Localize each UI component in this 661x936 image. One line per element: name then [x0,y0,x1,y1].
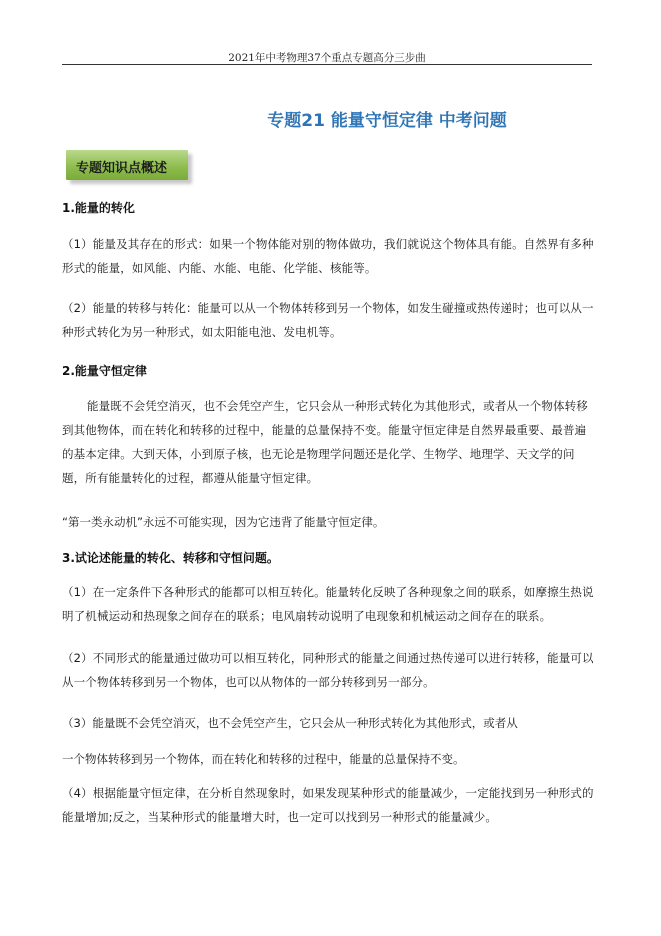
paragraph-3-4: 一个物体转移到另一个物体，而在转化和转移的过程中，能量的总量保持不变。 [62,752,465,766]
header-rule [62,64,592,65]
section-badge-label: 专题知识点概述 [76,161,168,176]
section-badge [66,150,188,180]
paragraph-3-3: （3）能量既不会凭空消灭，也不会凭空产生，它只会从一种形式转化为其他形式，或者从 [62,716,518,730]
paragraph-2-2: “第一类永动机”永远不可能实现，因为它违背了能量守恒定律。 [62,515,385,529]
section-heading-2: 2.能量守恒定律 [62,364,147,378]
paragraph-3-1: （1）在一定条件下各种形式的能都可以相互转化。能量转化反映了各种现象之间的联系，如摩擦生热说明了机械运动和热现象之间存在的联系；电风扇转动说明了电现象和机械运动之间存在的联系。 [62,585,594,623]
paragraph-2-1: 能量既不会凭空消灭，也不会凭空产生，它只会从一种形式转化为其他形式，或者从一个物体转移到其他物体，而在转化和转移的过程中，能量的总量保持不变。能量守恒定律是自然界最重要、最普遍的基本定律。大到天体，小到原子核，也无论是物理学问题还是化学、生物学、地理学、天文学的问题，所有能量转化的过程，都遵从能量守恒定律。 [62,399,588,485]
paragraph-3-2: （2）不同形式的能量通过做功可以相互转化，同种形式的能量之间通过热传递可以进行转移，能量可以从一个物体转移到另一个物体，也可以从物体的一部分转移到另一部分。 [62,651,594,689]
section-heading-3: 3.试论述能量的转化、转移和守恒问题。 [62,551,279,565]
paragraph-3-5: （4）根据能量守恒定律，在分析自然现象时，如果发现某种形式的能量减少，一定能找到另一种形式的能量增加;反之，当某种形式的能量增大时，也一定可以找到另一种形式的能量减少。 [62,786,594,824]
document-title: 专题21 能量守恒定律 中考问题 [267,111,507,131]
paragraph-1-1: （1）能量及其存在的形式：如果一个物体能对别的物体做功，我们就说这个物体具有能。自然界有多种形式的能量，如风能、内能、水能、电能、化学能、核能等。 [62,237,594,275]
paragraph-1-2: （2）能量的转移与转化：能量可以从一个物体转移到另一个物体，如发生碰撞或热传递时；也可以从一种形式转化为另一种形式，如太阳能电池、发电机等。 [62,301,594,339]
section-heading-1: 1.能量的转化 [62,201,135,215]
page-header: 2021年中考物理37个重点专题高分三步曲 [228,52,426,64]
